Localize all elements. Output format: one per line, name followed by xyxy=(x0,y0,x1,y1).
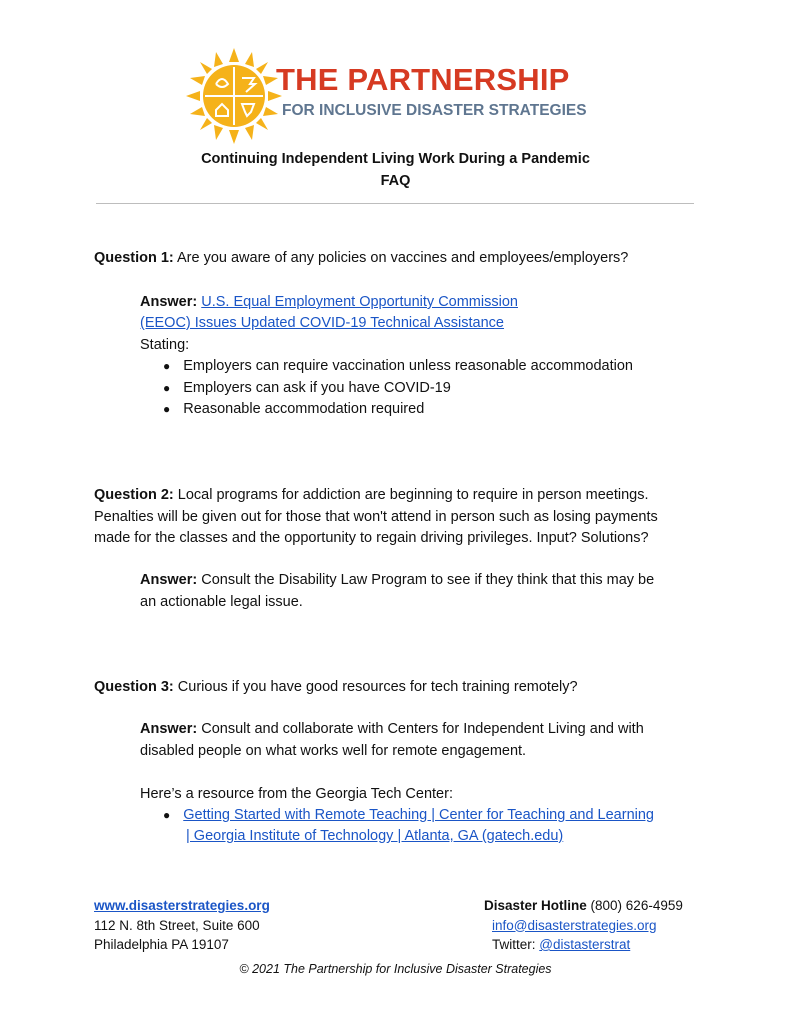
stating-label: Stating: xyxy=(140,337,190,353)
answer-3-line1: Answer: Consult and collaborate with Centers for Independent Living and with xyxy=(140,721,644,737)
gatech-link[interactable]: Getting Started with Remote Teaching | Center for Teaching and Learning xyxy=(183,807,654,823)
document-title xyxy=(0,148,791,192)
question-1 xyxy=(94,248,628,270)
divider xyxy=(96,203,694,204)
answer-2-line2: an actionable legal issue. xyxy=(140,594,303,610)
eeoc-link[interactable]: U.S. Equal Employment Opportunity Commission xyxy=(201,294,518,310)
bullet-icon: ● xyxy=(163,808,171,822)
answer-1-line1 xyxy=(140,292,518,314)
bullet-icon: ● xyxy=(163,402,171,416)
logo-subtitle: FOR INCLUSIVE DISASTER STRATEGIES xyxy=(282,102,587,119)
question-3-label: Question 3: xyxy=(94,679,174,695)
address-line1: 112 N. 8th Street, Suite 600 xyxy=(94,917,260,933)
twitter xyxy=(484,935,683,955)
answer-3-line2: disabled people on what works well for remote engagement. xyxy=(140,743,527,759)
bullet-icon: ● xyxy=(163,359,171,373)
question-3 xyxy=(94,677,578,699)
copyright: © 2021 The Partnership for Inclusive Disaster Strategies xyxy=(239,962,552,976)
hotline xyxy=(484,896,683,916)
answer-2-line1: Answer: Consult the Disability Law Program to see if they think that this may be xyxy=(140,572,655,588)
document-title-line1: Continuing Independent Living Work During a Pandemic xyxy=(201,151,590,167)
website-link[interactable]: www.disasterstrategies.org xyxy=(94,898,270,913)
document-title-line2: FAQ xyxy=(380,173,411,189)
question-2 xyxy=(94,485,649,507)
hotline-label: Disaster Hotline xyxy=(484,898,587,913)
eeoc-link-line2[interactable]: (EEOC) Issues Updated COVID-19 Technical Assistance xyxy=(140,315,505,331)
gatech-link-line2-wrap xyxy=(186,826,563,848)
list-item: ● Employers can ask if you have COVID-19 xyxy=(163,380,451,396)
twitter-label: Twitter: xyxy=(492,937,540,952)
sun-emblem-icon xyxy=(186,48,282,144)
footer-left xyxy=(94,896,270,955)
footer-right xyxy=(484,896,683,955)
question-2-line2: Penalties will be given out for those that won't attend in person such as losing payments xyxy=(94,509,658,525)
address-line2: Philadelphia PA 19107 xyxy=(94,937,229,952)
list-item: ● Reasonable accommodation required xyxy=(163,401,425,417)
bullet-icon: ● xyxy=(163,381,171,395)
question-1-label: Question 1: xyxy=(94,250,174,266)
hotline-number: (800) 626-4959 xyxy=(586,898,683,913)
answer-2-label: Answer: xyxy=(140,572,198,588)
question-2-line3: made for the classes and the opportunity to regain driving privileges. Input? Solutions? xyxy=(94,530,649,546)
gatech-link-line2[interactable]: | Georgia Institute of Technology | Atlanta, GA (gatech.edu) xyxy=(186,828,564,844)
email-link[interactable]: info@disasterstrategies.org xyxy=(492,917,657,933)
question-3-text: Curious if you have good resources for tech training remotely? xyxy=(173,679,578,695)
answer-1-line2 xyxy=(140,313,504,335)
logo-title: THE PARTNERSHIP xyxy=(276,62,570,97)
list-item: ● Employers can require vaccination unless reasonable accommodation xyxy=(163,358,633,374)
question-1-text: Are you aware of any policies on vaccines and employees/employers? xyxy=(173,250,629,266)
twitter-link[interactable]: @distasterstrat xyxy=(539,937,631,952)
question-2-line1: Local programs for addiction are beginning to require in person meetings. xyxy=(173,487,649,503)
list-item xyxy=(163,805,654,827)
answer-1-label: Answer: xyxy=(140,294,198,310)
answer-3-label: Answer: xyxy=(140,721,198,737)
resource-intro: Here’s a resource from the Georgia Tech Center: xyxy=(140,786,453,802)
question-2-label: Question 2: xyxy=(94,487,174,503)
